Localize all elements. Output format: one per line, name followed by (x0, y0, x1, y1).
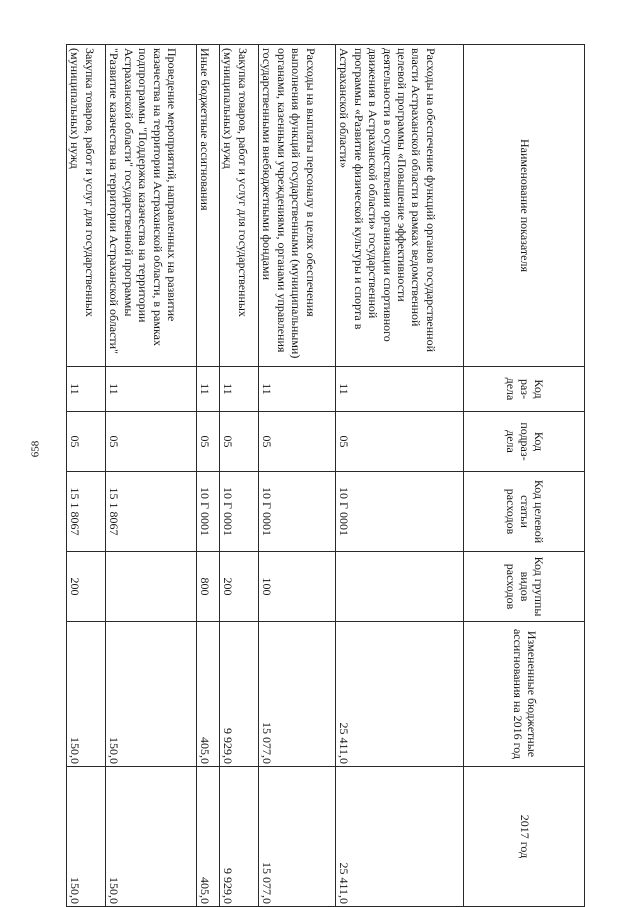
header-razdel: Код раз-дела (464, 367, 585, 412)
cell-vid (106, 552, 197, 622)
cell-podrazdel: 05 (336, 412, 464, 472)
cell-2017: 150,0 (106, 767, 197, 907)
cell-podrazdel: 05 (259, 412, 336, 472)
cell-vid: 100 (259, 552, 336, 622)
cell-name: Закупка товаров, работ и услуг для государственных (муниципальных) нужд (67, 45, 106, 367)
cell-2017: 9 929,0 (220, 767, 259, 907)
cell-statya: 10 Г 0001 (259, 472, 336, 552)
cell-changed-2016: 15 077,0 (259, 622, 336, 767)
cell-changed-2016: 25 411,0 (336, 622, 464, 767)
cell-razdel: 11 (259, 367, 336, 412)
cell-vid: 800 (197, 552, 220, 622)
cell-vid: 200 (67, 552, 106, 622)
header-podrazdel: Код подраз-дела (464, 412, 585, 472)
header-statya: Код целевой статьи расходов (464, 472, 585, 552)
table-row (259, 45, 336, 907)
table-row (197, 45, 220, 907)
cell-name: Расходы на выплаты персоналу в целях обеспечения выполнения функций государственными (муниципальными) органами, казенными учреждениями, органами управления государственными внебюджетными фондами (259, 45, 336, 367)
cell-2017: 25 411,0 (336, 767, 464, 907)
cell-changed-2016: 150,0 (67, 622, 106, 767)
cell-vid: 200 (220, 552, 259, 622)
cell-statya: 10 Г 0001 (220, 472, 259, 552)
cell-podrazdel: 05 (106, 412, 197, 472)
cell-razdel: 11 (220, 367, 259, 412)
cell-2017: 150,0 (67, 767, 106, 907)
budget-table (66, 44, 585, 907)
rotated-table-container (68, 44, 585, 906)
cell-razdel: 11 (336, 367, 464, 412)
table-row (106, 45, 197, 907)
cell-name: Закупка товаров, работ и услуг для государственных (муниципальных) нужд (220, 45, 259, 367)
cell-vid (336, 552, 464, 622)
cell-razdel: 11 (197, 367, 220, 412)
header-vid: Код группы видов расходов (464, 552, 585, 622)
cell-name: Расходы на обеспечение функций органов государственной власти Астраханской области в рамках ведомственной целевой программы «Повышение эффективности деятельности в осуществлении организации спортивного движения в Астраханской области» государственной программы «Развитие физической культуры и спорта в Астраханской области» (336, 45, 464, 367)
cell-changed-2016: 405,0 (197, 622, 220, 767)
table-row (336, 45, 464, 907)
cell-statya: 10 Г 0001 (197, 472, 220, 552)
header-2017: 2017 год (464, 767, 585, 907)
cell-2017: 15 077,0 (259, 767, 336, 907)
cell-2017: 405,0 (197, 767, 220, 907)
table-row (67, 45, 106, 907)
cell-razdel: 11 (106, 367, 197, 412)
cell-statya: 15 1 8067 (67, 472, 106, 552)
cell-podrazdel: 05 (220, 412, 259, 472)
header-changed-2016: Измененные бюджетные ассигнования на 2016 год (464, 622, 585, 767)
page-number: 658 (29, 440, 42, 458)
cell-name: Проведение мероприятий, направленных на развитие казачества на территории Астраханской области, в рамках подпрограммы "Поддержка казачества на территории Астраханской области" государственной программы "Развитие казачества на территории Астраханской области" (106, 45, 197, 367)
cell-name: Иные бюджетные ассигнования (197, 45, 220, 367)
cell-changed-2016: 150,0 (106, 622, 197, 767)
cell-razdel: 11 (67, 367, 106, 412)
cell-podrazdel: 05 (197, 412, 220, 472)
cell-changed-2016: 9 929,0 (220, 622, 259, 767)
header-name: Наименование показателя (464, 45, 585, 367)
table-header-row (464, 45, 585, 907)
cell-podrazdel: 05 (67, 412, 106, 472)
table-row (220, 45, 259, 907)
cell-statya: 15 1 8067 (106, 472, 197, 552)
cell-statya: 10 Г 0001 (336, 472, 464, 552)
